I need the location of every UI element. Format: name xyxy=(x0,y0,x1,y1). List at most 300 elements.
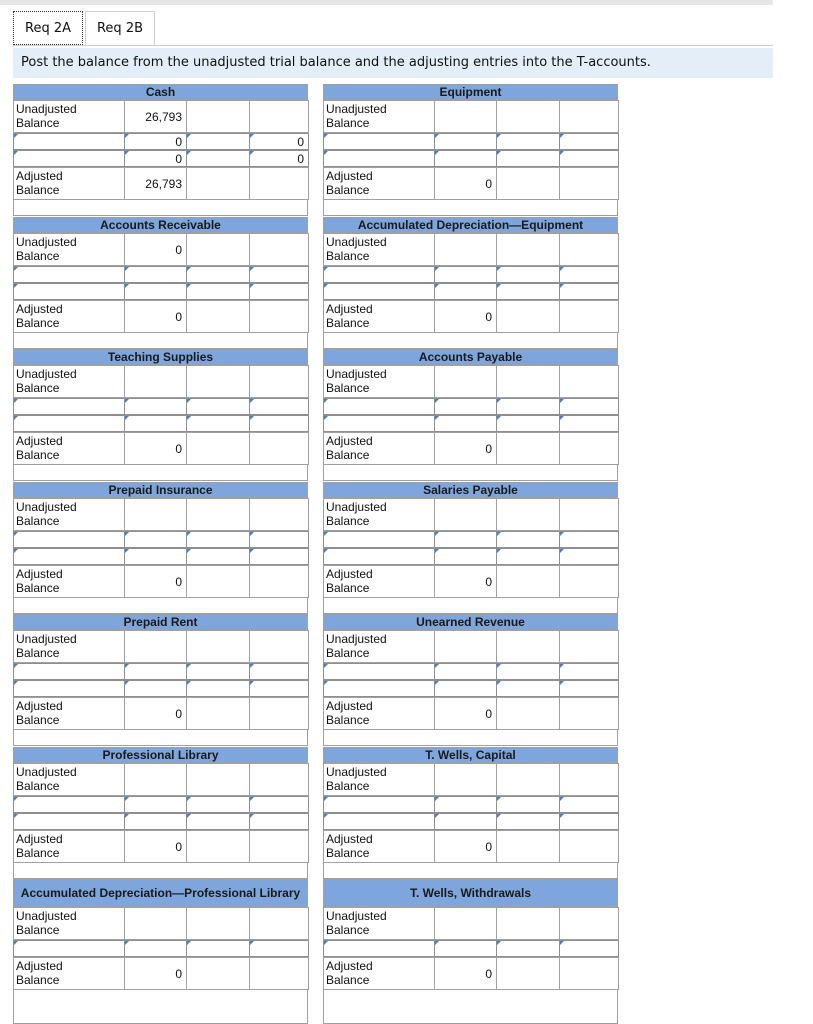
unadjusted-balance-label: Unadjusted Balance xyxy=(323,498,435,531)
entry-debit-input[interactable] xyxy=(124,813,187,830)
entry-debit-input[interactable] xyxy=(124,796,187,813)
adjusting-entry-row xyxy=(323,150,618,167)
adjusted-balance-label: Adjusted Balance xyxy=(323,167,435,200)
adjusted-balance-label: Adjusted Balance xyxy=(323,830,435,863)
account-spacer xyxy=(323,465,618,481)
adjusted-credit-value xyxy=(559,830,619,863)
unadjusted-credit-input[interactable] xyxy=(249,498,309,531)
entry-debit-input[interactable] xyxy=(434,398,497,415)
entry-credit-label-input[interactable] xyxy=(186,398,250,415)
adjusted-balance-label: Adjusted Balance xyxy=(13,565,125,598)
entry-credit-input[interactable] xyxy=(559,398,619,415)
entry-credit-input[interactable] xyxy=(249,796,309,813)
entry-debit-label-input[interactable] xyxy=(13,133,125,150)
adjusting-entry-row xyxy=(13,415,308,432)
t-account-title: Accumulated Depreciation—Equipment xyxy=(323,217,618,233)
unadjusted-balance-row xyxy=(13,763,308,796)
entry-debit-input[interactable] xyxy=(434,813,497,830)
t-account-title: Prepaid Insurance xyxy=(13,482,308,498)
unadjusted-credit-input[interactable] xyxy=(249,233,309,266)
unadjusted-credit-label-input[interactable] xyxy=(496,233,560,266)
entry-credit-label-input[interactable] xyxy=(186,283,250,300)
entry-credit-input[interactable] xyxy=(559,150,619,167)
entry-debit-input[interactable] xyxy=(434,548,497,565)
adjusted-balance-label: Adjusted Balance xyxy=(13,300,125,333)
account-spacer xyxy=(323,333,618,349)
adjusting-entry-row xyxy=(13,531,308,548)
entry-credit-label-input[interactable] xyxy=(186,150,250,167)
entry-credit-input[interactable] xyxy=(559,531,619,548)
adjusting-entry-row xyxy=(13,663,308,680)
adjusted-credit-label xyxy=(186,300,250,333)
adjusting-entry-row xyxy=(323,796,618,813)
adjusted-credit-label xyxy=(186,565,250,598)
adjusted-balance-label: Adjusted Balance xyxy=(323,957,435,990)
unadjusted-credit-label-input[interactable] xyxy=(496,630,560,663)
top-bar xyxy=(0,0,773,5)
adjusted-credit-label xyxy=(186,432,250,465)
unadjusted-debit-input[interactable] xyxy=(434,763,497,796)
adjusted-debit-value: 0 xyxy=(124,432,187,465)
unadjusted-credit-input[interactable] xyxy=(559,233,619,266)
unadjusted-balance-label: Unadjusted Balance xyxy=(13,365,125,398)
unadjusted-balance-label: Unadjusted Balance xyxy=(13,498,125,531)
unadjusted-debit-input[interactable]: 0 xyxy=(124,233,187,266)
t-account-accounts-receivable xyxy=(13,217,308,349)
adjusted-credit-value xyxy=(559,167,619,200)
unadjusted-balance-label: Unadjusted Balance xyxy=(323,763,435,796)
t-account-title: T. Wells, Capital xyxy=(323,747,618,763)
entry-credit-label-input[interactable] xyxy=(496,548,560,565)
entry-credit-input[interactable] xyxy=(559,133,619,150)
adjusted-balance-label: Adjusted Balance xyxy=(13,697,125,730)
adjusted-balance-row xyxy=(323,957,618,990)
unadjusted-balance-label: Unadjusted Balance xyxy=(323,630,435,663)
adjusted-balance-row xyxy=(13,957,308,990)
entry-debit-label-input[interactable] xyxy=(13,283,125,300)
unadjusted-balance-row xyxy=(13,365,308,398)
unadjusted-credit-label-input[interactable] xyxy=(186,233,250,266)
adjusted-credit-value xyxy=(559,432,619,465)
adjusted-balance-label: Adjusted Balance xyxy=(13,167,125,200)
t-account-title: Cash xyxy=(13,84,308,100)
account-spacer xyxy=(323,990,618,1024)
adjusted-balance-row xyxy=(323,565,618,598)
adjusted-debit-value: 0 xyxy=(124,565,187,598)
entry-credit-label-input[interactable] xyxy=(186,415,250,432)
t-account-t-wells-withdrawals xyxy=(323,879,618,1024)
unadjusted-balance-row xyxy=(323,365,618,398)
unadjusted-debit-input[interactable] xyxy=(124,365,187,398)
adjusting-entry-row xyxy=(13,150,308,167)
entry-credit-label-input[interactable] xyxy=(496,940,560,957)
tab-divider xyxy=(13,45,773,46)
unadjusted-credit-input[interactable] xyxy=(559,763,619,796)
account-spacer xyxy=(13,598,308,614)
adjusted-credit-label xyxy=(186,830,250,863)
unadjusted-balance-label: Unadjusted Balance xyxy=(13,100,125,133)
entry-debit-input[interactable] xyxy=(124,680,187,697)
unadjusted-balance-row xyxy=(323,100,618,133)
entry-credit-input[interactable] xyxy=(249,283,309,300)
t-account-title: Accumulated Depreciation—Professional Library xyxy=(13,879,308,907)
adjusting-entry-row xyxy=(323,940,618,957)
unadjusted-balance-row xyxy=(13,630,308,663)
entry-debit-label-input[interactable] xyxy=(323,680,435,697)
entry-credit-input[interactable] xyxy=(559,283,619,300)
unadjusted-credit-input[interactable] xyxy=(559,365,619,398)
entry-credit-input[interactable] xyxy=(249,415,309,432)
unadjusted-credit-label-input[interactable] xyxy=(496,100,560,133)
entry-debit-input[interactable] xyxy=(434,940,497,957)
unadjusted-credit-label-input[interactable] xyxy=(186,907,250,940)
entry-credit-label-input[interactable] xyxy=(496,813,560,830)
adjusted-debit-value: 0 xyxy=(434,957,497,990)
entry-debit-input[interactable] xyxy=(434,415,497,432)
adjusted-debit-value: 0 xyxy=(434,167,497,200)
entry-credit-input[interactable] xyxy=(249,680,309,697)
adjusted-credit-label xyxy=(186,167,250,200)
unadjusted-balance-row xyxy=(323,763,618,796)
entry-credit-label-input[interactable] xyxy=(496,266,560,283)
entry-debit-input[interactable] xyxy=(434,150,497,167)
t-account-accounts-payable xyxy=(323,349,618,481)
entry-debit-label-input[interactable] xyxy=(13,531,125,548)
entry-debit-input[interactable] xyxy=(434,680,497,697)
adjusting-entry-row xyxy=(323,548,618,565)
unadjusted-credit-label-input[interactable] xyxy=(496,763,560,796)
adjusting-entry-row xyxy=(13,940,308,957)
t-account-unearned-revenue xyxy=(323,614,618,746)
entry-credit-input[interactable] xyxy=(249,531,309,548)
unadjusted-balance-label: Unadjusted Balance xyxy=(323,365,435,398)
entry-credit-input[interactable] xyxy=(249,813,309,830)
entry-debit-label-input[interactable] xyxy=(323,663,435,680)
unadjusted-balance-row xyxy=(13,498,308,531)
adjusted-credit-label xyxy=(496,565,560,598)
adjusted-balance-label: Adjusted Balance xyxy=(13,432,125,465)
entry-credit-label-input[interactable] xyxy=(186,133,250,150)
t-account-accum-dep-equipment xyxy=(323,217,618,349)
entry-credit-label-input[interactable] xyxy=(186,663,250,680)
adjusted-balance-row xyxy=(13,830,308,863)
unadjusted-balance-label: Unadjusted Balance xyxy=(13,630,125,663)
entry-debit-label-input[interactable] xyxy=(13,266,125,283)
entry-debit-label-input[interactable] xyxy=(323,150,435,167)
entry-credit-label-input[interactable] xyxy=(496,531,560,548)
entry-debit-label-input[interactable] xyxy=(323,283,435,300)
adjusted-credit-value xyxy=(559,300,619,333)
entry-debit-input[interactable]: 0 xyxy=(124,150,187,167)
account-spacer xyxy=(323,200,618,216)
unadjusted-balance-label: Unadjusted Balance xyxy=(13,763,125,796)
adjusting-entry-row xyxy=(323,133,618,150)
adjusted-balance-label: Adjusted Balance xyxy=(13,957,125,990)
t-account-prepaid-rent xyxy=(13,614,308,746)
adjusted-credit-label xyxy=(496,167,560,200)
unadjusted-credit-input[interactable] xyxy=(249,763,309,796)
adjusted-balance-label: Adjusted Balance xyxy=(13,830,125,863)
entry-debit-input[interactable] xyxy=(434,266,497,283)
entry-debit-label-input[interactable] xyxy=(13,663,125,680)
entry-credit-label-input[interactable] xyxy=(186,680,250,697)
adjusted-credit-label xyxy=(496,432,560,465)
adjusted-balance-row xyxy=(13,167,308,200)
adjusted-credit-value xyxy=(249,830,309,863)
t-account-title: Accounts Receivable xyxy=(13,217,308,233)
entry-credit-label-input[interactable] xyxy=(186,796,250,813)
t-account-title: Professional Library xyxy=(13,747,308,763)
unadjusted-debit-input[interactable] xyxy=(434,630,497,663)
unadjusted-credit-label-input[interactable] xyxy=(186,763,250,796)
entry-credit-label-input[interactable] xyxy=(496,663,560,680)
unadjusted-credit-input[interactable] xyxy=(559,630,619,663)
entry-credit-input[interactable]: 0 xyxy=(249,133,309,150)
entry-debit-input[interactable] xyxy=(434,531,497,548)
unadjusted-balance-label: Unadjusted Balance xyxy=(323,233,435,266)
entry-credit-input[interactable] xyxy=(559,813,619,830)
adjusting-entry-row xyxy=(323,283,618,300)
entry-debit-input[interactable] xyxy=(434,663,497,680)
adjusting-entry-row xyxy=(323,813,618,830)
unadjusted-balance-row xyxy=(323,498,618,531)
entry-credit-label-input[interactable] xyxy=(186,940,250,957)
entry-debit-label-input[interactable] xyxy=(323,940,435,957)
adjusted-balance-row xyxy=(13,432,308,465)
t-account-prepaid-insurance xyxy=(13,482,308,614)
entry-credit-input[interactable] xyxy=(559,415,619,432)
t-account-title: Equipment xyxy=(323,84,618,100)
unadjusted-balance-label: Unadjusted Balance xyxy=(323,907,435,940)
adjusted-credit-label xyxy=(186,957,250,990)
unadjusted-credit-input[interactable] xyxy=(249,630,309,663)
t-account-professional-library xyxy=(13,747,308,879)
unadjusted-debit-input[interactable] xyxy=(434,907,497,940)
entry-credit-input[interactable] xyxy=(249,940,309,957)
adjusted-credit-value xyxy=(249,957,309,990)
account-spacer xyxy=(13,200,308,216)
unadjusted-credit-label-input[interactable] xyxy=(186,100,250,133)
adjusted-debit-value: 0 xyxy=(124,830,187,863)
adjusted-balance-row xyxy=(323,167,618,200)
adjusted-credit-label xyxy=(496,300,560,333)
entry-debit-input[interactable] xyxy=(124,266,187,283)
t-account-title: Unearned Revenue xyxy=(323,614,618,630)
adjusted-debit-value: 0 xyxy=(434,300,497,333)
entry-debit-label-input[interactable] xyxy=(323,133,435,150)
entry-credit-label-input[interactable] xyxy=(496,283,560,300)
unadjusted-balance-row xyxy=(13,907,308,940)
entry-debit-label-input[interactable] xyxy=(13,398,125,415)
entry-credit-label-input[interactable] xyxy=(186,813,250,830)
unadjusted-credit-label-input[interactable] xyxy=(496,365,560,398)
entry-credit-label-input[interactable] xyxy=(496,150,560,167)
unadjusted-debit-input[interactable] xyxy=(124,763,187,796)
entry-debit-label-input[interactable] xyxy=(323,398,435,415)
account-spacer xyxy=(13,730,308,746)
adjusted-debit-value: 0 xyxy=(124,697,187,730)
entry-debit-label-input[interactable] xyxy=(13,150,125,167)
entry-debit-label-input[interactable] xyxy=(13,813,125,830)
adjusting-entry-row xyxy=(13,266,308,283)
adjusting-entry-row xyxy=(13,680,308,697)
unadjusted-debit-input[interactable] xyxy=(434,365,497,398)
unadjusted-credit-label-input[interactable] xyxy=(496,498,560,531)
adjusted-balance-row xyxy=(13,565,308,598)
adjusted-credit-label xyxy=(496,697,560,730)
account-spacer xyxy=(323,863,618,879)
adjusted-balance-row xyxy=(323,300,618,333)
entry-debit-label-input[interactable] xyxy=(13,548,125,565)
unadjusted-credit-label-input[interactable] xyxy=(186,498,250,531)
unadjusted-debit-input[interactable] xyxy=(434,498,497,531)
unadjusted-balance-label: Unadjusted Balance xyxy=(323,100,435,133)
adjusted-debit-value: 0 xyxy=(434,565,497,598)
adjusted-balance-label: Adjusted Balance xyxy=(323,300,435,333)
adjusted-debit-value: 26,793 xyxy=(124,167,187,200)
adjusted-balance-row xyxy=(323,830,618,863)
entry-debit-label-input[interactable] xyxy=(323,266,435,283)
unadjusted-debit-input[interactable] xyxy=(124,907,187,940)
t-account-cash xyxy=(13,84,308,216)
t-account-title: Teaching Supplies xyxy=(13,349,308,365)
unadjusted-debit-input[interactable] xyxy=(434,100,497,133)
entry-credit-label-input[interactable] xyxy=(496,415,560,432)
entry-credit-label-input[interactable] xyxy=(186,531,250,548)
adjusted-credit-value xyxy=(559,957,619,990)
entry-debit-label-input[interactable] xyxy=(323,415,435,432)
adjusted-credit-label xyxy=(186,697,250,730)
entry-credit-label-input[interactable] xyxy=(496,133,560,150)
entry-debit-label-input[interactable] xyxy=(13,796,125,813)
adjusted-debit-value: 0 xyxy=(434,697,497,730)
entry-debit-input[interactable] xyxy=(124,283,187,300)
adjusting-entry-row xyxy=(323,663,618,680)
adjusted-credit-value xyxy=(559,565,619,598)
entry-credit-input[interactable]: 0 xyxy=(249,150,309,167)
entry-debit-input[interactable] xyxy=(124,531,187,548)
unadjusted-credit-label-input[interactable] xyxy=(186,365,250,398)
unadjusted-balance-row xyxy=(323,630,618,663)
adjusted-debit-value: 0 xyxy=(434,432,497,465)
entry-debit-label-input[interactable] xyxy=(323,548,435,565)
entry-credit-label-input[interactable] xyxy=(496,796,560,813)
entry-debit-input[interactable] xyxy=(124,940,187,957)
adjusted-credit-value xyxy=(249,300,309,333)
unadjusted-debit-input[interactable] xyxy=(124,498,187,531)
unadjusted-credit-input[interactable] xyxy=(559,498,619,531)
adjusted-balance-row xyxy=(323,432,618,465)
entry-credit-input[interactable] xyxy=(249,398,309,415)
account-spacer xyxy=(13,863,308,879)
unadjusted-debit-input[interactable] xyxy=(124,630,187,663)
unadjusted-debit-input[interactable] xyxy=(434,233,497,266)
t-account-accum-dep-library xyxy=(13,879,308,1024)
adjusting-entry-row xyxy=(323,680,618,697)
adjusted-credit-value xyxy=(249,167,309,200)
unadjusted-credit-input[interactable] xyxy=(559,100,619,133)
entry-credit-input[interactable] xyxy=(559,680,619,697)
adjusting-entry-row xyxy=(13,133,308,150)
adjusted-credit-value xyxy=(559,697,619,730)
entry-credit-input[interactable] xyxy=(249,663,309,680)
entry-debit-label-input[interactable] xyxy=(323,796,435,813)
unadjusted-credit-label-input[interactable] xyxy=(186,630,250,663)
account-spacer xyxy=(323,598,618,614)
entry-credit-label-input[interactable] xyxy=(186,548,250,565)
entry-credit-input[interactable] xyxy=(559,663,619,680)
unadjusted-debit-input[interactable]: 26,793 xyxy=(124,100,187,133)
tab-req-2a[interactable]: Req 2A xyxy=(13,11,83,45)
adjusted-credit-value xyxy=(249,697,309,730)
entry-debit-input[interactable]: 0 xyxy=(124,133,187,150)
entry-debit-label-input[interactable] xyxy=(13,940,125,957)
entry-debit-input[interactable] xyxy=(434,133,497,150)
adjusted-debit-value: 0 xyxy=(434,830,497,863)
unadjusted-credit-input[interactable] xyxy=(249,100,309,133)
entry-debit-input[interactable] xyxy=(434,283,497,300)
entry-credit-input[interactable] xyxy=(249,266,309,283)
entry-credit-label-input[interactable] xyxy=(496,398,560,415)
unadjusted-balance-label: Unadjusted Balance xyxy=(13,907,125,940)
unadjusted-balance-row xyxy=(13,100,308,133)
adjusted-balance-label: Adjusted Balance xyxy=(323,432,435,465)
unadjusted-credit-input[interactable] xyxy=(249,907,309,940)
entry-debit-input[interactable] xyxy=(124,415,187,432)
entry-credit-input[interactable] xyxy=(559,266,619,283)
entry-debit-input[interactable] xyxy=(434,796,497,813)
adjusting-entry-row xyxy=(323,531,618,548)
entry-credit-label-input[interactable] xyxy=(186,266,250,283)
adjusted-credit-value xyxy=(249,432,309,465)
adjusted-credit-label xyxy=(496,830,560,863)
unadjusted-credit-label-input[interactable] xyxy=(496,907,560,940)
entry-credit-input[interactable] xyxy=(249,548,309,565)
entry-debit-label-input[interactable] xyxy=(13,415,125,432)
t-account-equipment xyxy=(323,84,618,216)
entry-credit-input[interactable] xyxy=(559,548,619,565)
entry-credit-input[interactable] xyxy=(559,940,619,957)
unadjusted-balance-label: Unadjusted Balance xyxy=(13,233,125,266)
adjusting-entry-row xyxy=(13,813,308,830)
entry-debit-input[interactable] xyxy=(124,548,187,565)
adjusting-entry-row xyxy=(323,398,618,415)
adjusted-balance-row xyxy=(323,697,618,730)
entry-debit-label-input[interactable] xyxy=(323,813,435,830)
instruction-text: Post the balance from the unadjusted trial balance and the adjusting entries into the T-accounts. xyxy=(13,48,773,78)
t-account-salaries-payable xyxy=(323,482,618,614)
t-account-t-wells-capital xyxy=(323,747,618,879)
account-spacer xyxy=(323,730,618,746)
t-account-title: T. Wells, Withdrawals xyxy=(323,879,618,907)
entry-debit-label-input[interactable] xyxy=(13,680,125,697)
entry-credit-input[interactable] xyxy=(559,796,619,813)
entry-credit-label-input[interactable] xyxy=(496,680,560,697)
account-spacer xyxy=(13,990,308,1024)
tab-req-2b[interactable]: Req 2B xyxy=(85,11,155,45)
entry-debit-label-input[interactable] xyxy=(323,531,435,548)
adjusting-entry-row xyxy=(323,266,618,283)
unadjusted-balance-row xyxy=(323,907,618,940)
adjusting-entry-row xyxy=(13,398,308,415)
unadjusted-credit-input[interactable] xyxy=(559,907,619,940)
entry-debit-input[interactable] xyxy=(124,663,187,680)
entry-debit-input[interactable] xyxy=(124,398,187,415)
unadjusted-balance-row xyxy=(13,233,308,266)
account-spacer xyxy=(13,333,308,349)
unadjusted-credit-input[interactable] xyxy=(249,365,309,398)
adjusted-balance-row xyxy=(13,697,308,730)
